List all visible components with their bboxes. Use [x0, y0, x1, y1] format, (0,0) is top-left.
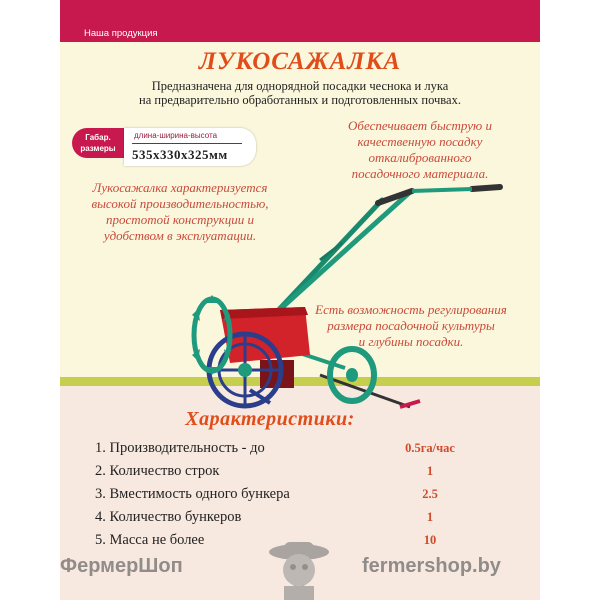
spec-value: 1 — [426, 464, 434, 478]
spec-value: 10 — [423, 533, 437, 547]
note-line: Есть возможность регулирования — [315, 302, 507, 317]
spec-row — [95, 463, 455, 486]
handle-top — [412, 189, 472, 191]
dimensions-box — [124, 128, 256, 166]
spec-label: 1. Производительность - до — [95, 440, 265, 456]
description-line: на предварительно обработанных и подготовленных почвах. — [139, 93, 461, 107]
spec-label: 4. Количество бункеров — [95, 509, 242, 525]
header-label: Наша продукция — [84, 28, 158, 39]
note-line: Лукосажалка характеризуется — [92, 180, 268, 195]
note-line: откалиброванного — [368, 150, 472, 165]
spec-value: 2.5 — [422, 487, 438, 501]
spec-label: 3. Вместимость одного бункера — [95, 486, 290, 502]
note-line: высокой производительностью, — [91, 196, 269, 211]
footer-watermark — [0, 545, 600, 595]
spec-row — [95, 509, 455, 532]
grip-right — [472, 187, 500, 189]
note-line: простотой конструкции и — [106, 212, 254, 227]
note-line: размера посадочной культуры — [327, 318, 495, 333]
spec-value: 0.5га/час — [405, 441, 455, 455]
note-line: удобством в эксплуатации. — [103, 228, 257, 243]
spec-row — [95, 440, 455, 463]
dimensions-tab-line: размеры — [80, 144, 116, 153]
note-line: и глубины посадки. — [358, 334, 464, 349]
planter-illustration — [120, 175, 540, 420]
product-title: ЛУКОСАЖАЛКА — [198, 48, 402, 75]
note-line: Обеспечивает быструю и — [348, 118, 492, 133]
spec-row — [95, 486, 455, 509]
note-quality — [315, 118, 525, 182]
dimensions-badge — [72, 125, 260, 169]
spec-label: 2. Количество строк — [95, 463, 220, 479]
dimensions-value: 535х330х325мм — [132, 147, 228, 162]
header-bar — [60, 0, 540, 42]
dimensions-tab — [72, 128, 124, 158]
dimensions-caption: длина-ширина-высота — [134, 131, 218, 140]
farmer-mascot-icon — [262, 538, 336, 600]
description-line: Предназначена для однорядной посадки чеснока и лука — [151, 79, 449, 93]
spec-label: 5. Масса не более — [95, 532, 205, 548]
rear-wheel-hub — [346, 368, 358, 382]
specs-title: Характеристики: — [185, 408, 355, 430]
brand-name: ФермерШоп — [60, 555, 183, 577]
brand-url: fermershop.by — [362, 555, 501, 577]
product-description — [60, 79, 540, 107]
note-line: посадочного материала. — [351, 166, 489, 181]
note-line: качественную посадку — [357, 134, 483, 149]
front-wheel-hub — [238, 363, 252, 377]
dimensions-tab-line: Габар. — [85, 133, 111, 142]
spec-value: 1 — [426, 510, 434, 524]
dimensions-rule — [132, 143, 242, 144]
